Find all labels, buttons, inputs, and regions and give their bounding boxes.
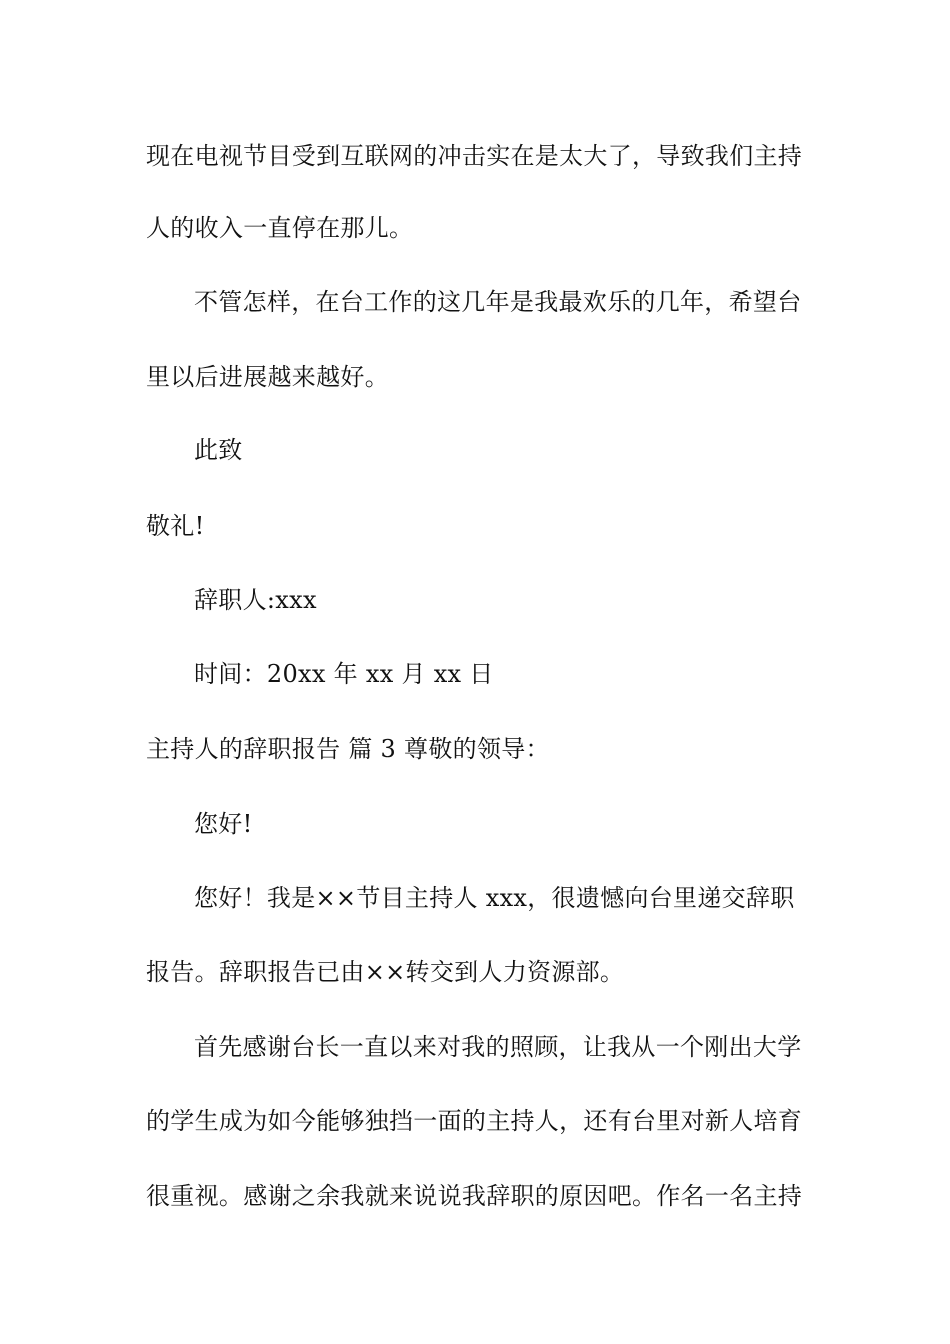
text-line: 不管怎样，在台工作的这几年是我最欢乐的几年，希望台 — [194, 288, 802, 316]
text-line: 首先感谢台长一直以来对我的照顾，让我从一个刚出大学 — [194, 1033, 802, 1061]
text-line: 辞职人:xxx — [194, 586, 317, 614]
text-line: 您好！我是××节目主持人 xxx，很遗憾向台里递交辞职 — [194, 884, 795, 912]
text-line: 此致 — [194, 436, 243, 464]
text-line: 里以后进展越来越好。 — [146, 363, 389, 391]
text-line: 时间：20xx 年 xx 月 xx 日 — [194, 660, 494, 688]
text-line: 现在电视节目受到互联网的冲击实在是太大了，导致我们主持 — [146, 142, 803, 170]
text-line: 您好! — [194, 810, 253, 838]
text-line: 报告。辞职报告已由××转交到人力资源部。 — [146, 958, 625, 986]
section-heading: 主持人的辞职报告 篇 3 尊敬的领导： — [146, 735, 550, 763]
text-line: 很重视。感谢之余我就来说说我辞职的原因吧。作名一名主持 — [146, 1182, 803, 1210]
text-line: 的学生成为如今能够独挡一面的主持人，还有台里对新人培育 — [146, 1107, 803, 1135]
text-line: 人的收入一直停在那儿。 — [146, 214, 414, 242]
text-line: 敬礼! — [146, 512, 205, 540]
